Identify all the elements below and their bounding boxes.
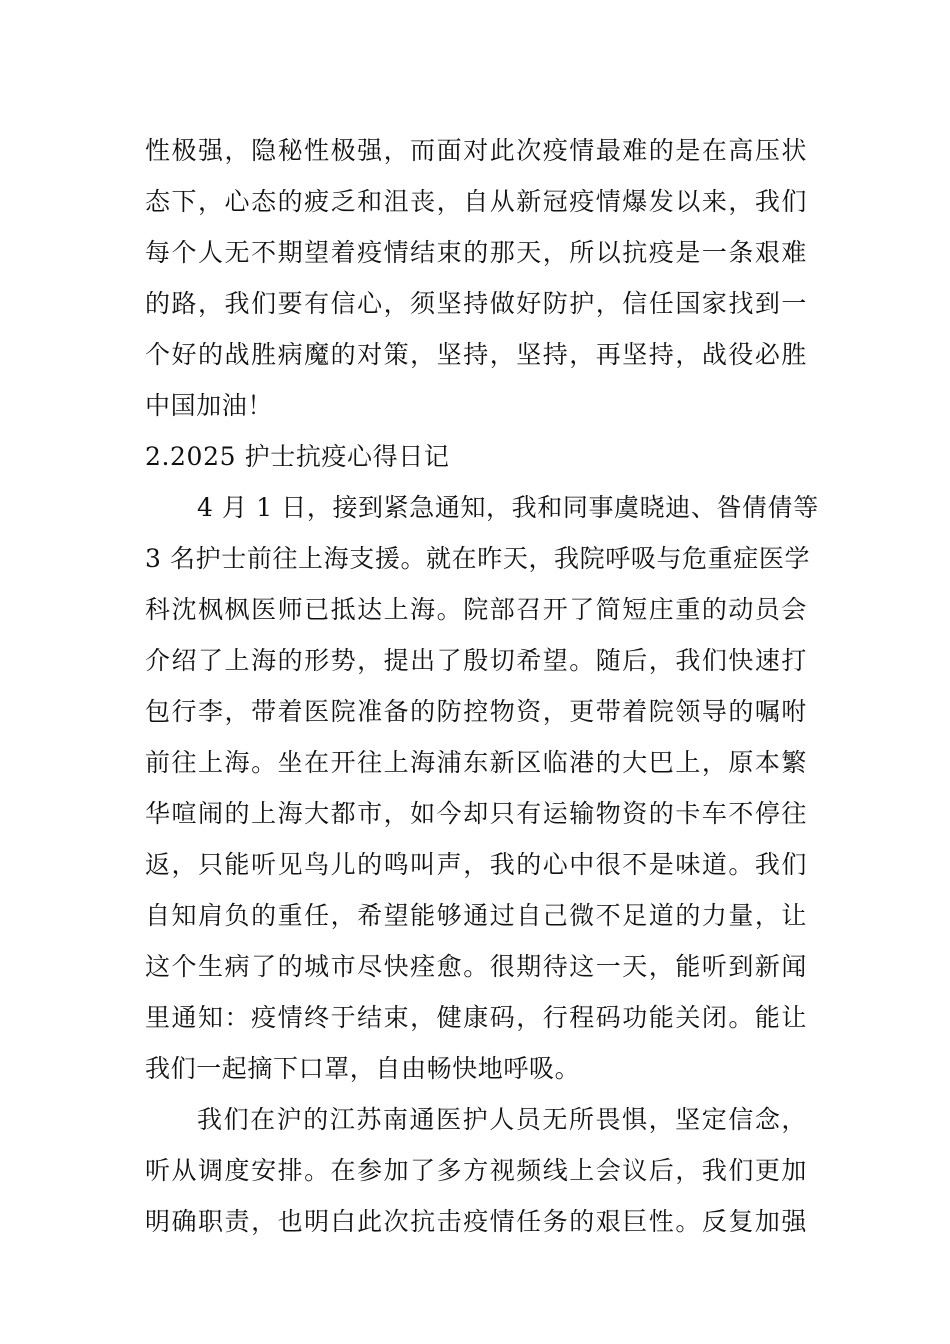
paragraph-line: 明确职责，也明白此次抗击疫情任务的艰巨性。反复加强 <box>145 1207 807 1236</box>
paragraph-line: 我们一起摘下口罩，自由畅快地呼吸。 <box>145 1054 581 1083</box>
paragraph-line: 3 名护士前往上海支援。就在昨天，我院呼吸与危重症医学 <box>145 544 811 573</box>
paragraph-line: 科沈枫枫医师已抵达上海。院部召开了简短庄重的动员会 <box>145 595 807 624</box>
paragraph-line: 每个人无不期望着疫情结束的那天，所以抗疫是一条艰难 <box>145 238 807 267</box>
paragraph-line: 个好的战胜病魔的对策，坚持，坚持，再坚持，战役必胜 <box>145 340 807 369</box>
paragraph-line: 里通知：疫情终于结束，健康码，行程码功能关闭。能让 <box>145 1003 807 1032</box>
paragraph-line: 前往上海。坐在开往上海浦东新区临港的大巴上，原本繁 <box>145 748 807 777</box>
paragraph-line: 返，只能听见鸟儿的鸣叫声，我的心中很不是味道。我们 <box>145 850 807 879</box>
paragraph-line: 介绍了上海的形势，提出了殷切希望。随后，我们快速打 <box>145 646 807 675</box>
paragraph-line: 性极强，隐秘性极强，而面对此次疫情最难的是在高压状 <box>145 136 807 165</box>
paragraph-line: 这个生病了的城市尽快痊愈。很期待这一天，能听到新闻 <box>145 952 807 981</box>
paragraph-line: 包行李，带着医院准备的防控物资，更带着院领导的嘱咐 <box>145 697 807 726</box>
document-body <box>145 125 819 1247</box>
paragraph-line: 态下，心态的疲乏和沮丧，自从新冠疫情爆发以来，我们 <box>145 187 807 216</box>
paragraph-line: 中国加油！ <box>145 391 274 420</box>
paragraph-line: 听从调度安排。在参加了多方视频线上会议后，我们更加 <box>145 1156 807 1185</box>
paragraph-line: 我们在沪的江苏南通医护人员无所畏惧，坚定信念， <box>197 1105 807 1134</box>
paragraph-line: 华喧闹的上海大都市，如今却只有运输物资的卡车不停往 <box>145 799 807 828</box>
paragraph-line: 自知肩负的重任，希望能够通过自己微不足道的力量，让 <box>145 901 807 930</box>
section-heading: 2.2025 护士抗疫心得日记 <box>145 442 450 471</box>
paragraph-line: 4 月 1 日，接到紧急通知，我和同事虞晓迪、昝倩倩等 <box>197 493 819 522</box>
paragraph-line: 的路，我们要有信心，须坚持做好防护，信任国家找到一 <box>145 289 807 318</box>
